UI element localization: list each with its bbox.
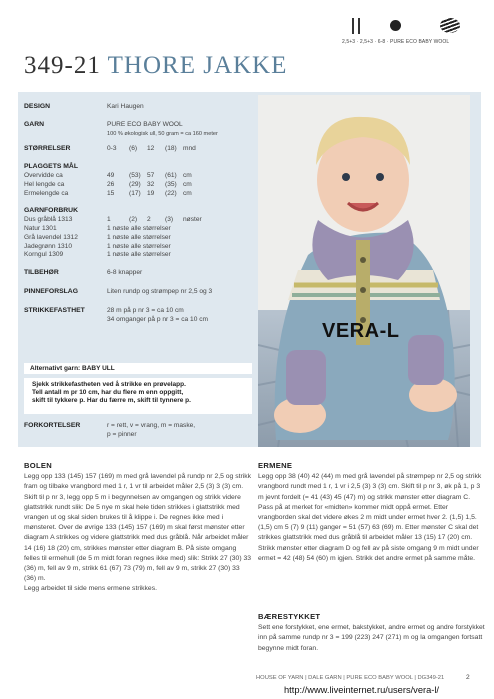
garn-label: GARN bbox=[24, 120, 45, 128]
measure-cell: cm bbox=[183, 171, 192, 179]
baerestykket-paragraph: Sett ene forstykket, ene ermet, bakstykket, andre ermet og andre forstykket inn på samme rundp nr 3 = 199 (223) 247 (271) m og la omgangen fortsatt begynne midt foran. bbox=[258, 624, 485, 652]
yarn-amount: 1 nøste alle størrelser bbox=[107, 233, 171, 241]
tip-line: skift til tykkere p. Har du færre m, skift til tynnere p. bbox=[32, 397, 191, 405]
plagg-label: PLAGGETS MÅL bbox=[24, 163, 78, 171]
measure-cell: (53) bbox=[129, 171, 141, 179]
garnforbruk-label: GARNFORBRUK bbox=[24, 207, 78, 215]
tip-line: Tell antall m pr 10 cm, har du flere m enn oppgitt, bbox=[32, 389, 184, 397]
pattern-number: 349-21 bbox=[24, 52, 101, 79]
abbreviations bbox=[24, 422, 252, 439]
alternative-yarn-box: Alternativt garn: BABY ULL bbox=[24, 363, 252, 374]
measure-cell: 15 bbox=[107, 189, 115, 197]
measure-cell: (61) bbox=[165, 171, 177, 179]
yarn-cell: 2 bbox=[147, 216, 151, 224]
ermene-section bbox=[258, 461, 486, 564]
design-label: DESIGN bbox=[24, 103, 51, 110]
needles-icon bbox=[350, 18, 364, 34]
ermene-paragraph: Legg opp 38 (40) 42 (44) m med grå lavendel på strømpep nr 2,5 og strikk vrangbord rundt med 1 r, 1 vr i 2,5 (3) 3 (3) cm. Skift til p nr 3, øk på 1, p 3 m jevnt fordelt (= 41 (43) 45 (47) m) og strikk mønster etter diagram C. Pass på at merket for «midten» kommer midt oppå ermet. Etter vrangborden skal det videre økes 2 m midt under ermet hver 2. (1,5) 1,5. (1,5) cm 5 (7) 9 (11) ganger = 51 (57) 63 (69) m. Etter mønster C skal det strikkes glattstrikk med dus gråblå til arbeidet måler 13 (15) 17 (20) cm. Strikk mønster etter diagram D og fell av på siste omgang 9 m midt under ermet = 42 (48) 54 (60) m igjen. Strikk det andre ermet på samme måte. bbox=[258, 473, 482, 562]
watermark: VERA-L bbox=[322, 320, 400, 342]
abbrev-line: r = rett, v = vrang, m = maske, bbox=[107, 422, 196, 429]
abbrev-line: p = pinner bbox=[107, 430, 137, 438]
size-values bbox=[107, 145, 252, 154]
source-url[interactable]: http://www.liveinternet.ru/users/vera-l/ bbox=[284, 685, 440, 695]
page-number: 2 bbox=[466, 674, 470, 681]
baerestykket-section bbox=[258, 612, 486, 654]
tilbehor-value: 6-8 knapper bbox=[107, 269, 143, 277]
measure-cell: 19 bbox=[147, 189, 155, 197]
yarn-cell: (3) bbox=[165, 216, 174, 224]
size-cell: (18) bbox=[165, 145, 177, 153]
gauge-tip-box bbox=[24, 378, 252, 414]
strikkefasthet-line: 28 m på p nr 3 = ca 10 cm bbox=[107, 306, 184, 314]
pinneforslag-label: PINNEFORSLAG bbox=[24, 287, 79, 295]
size-cell: 0-3 bbox=[107, 145, 117, 153]
baby-photo bbox=[258, 95, 470, 447]
bolen-paragraph: Legg opp 133 (145) 157 (169) m med grå lavendel på rundp nr 2,5 og strikk fram og tilbake vrangbord med 1 r, 1 vr til arbeidet måler 2,5 (3) 3 (3) cm. bbox=[24, 473, 252, 491]
measure-name: Hel lengde ca bbox=[24, 180, 65, 188]
size-cell: 12 bbox=[147, 145, 155, 153]
tip-line: Sjekk strikkefastheten ved å strikke en prøvelapp. bbox=[32, 381, 186, 388]
measure-cell: (22) bbox=[165, 189, 177, 197]
yarn-color: Jadegrønn 1310 bbox=[24, 242, 73, 250]
footer-text: HOUSE OF YARN | DALE GARN | PURE ECO BABY WOOL | DG349-21 bbox=[256, 675, 445, 681]
measure-cell: cm bbox=[183, 189, 192, 197]
yarn-color: Korngul 1309 bbox=[24, 251, 64, 259]
yarn-cell: nøster bbox=[183, 216, 202, 224]
yarn-color: Natur 1301 bbox=[24, 224, 57, 232]
pattern-name: THORE JAKKE bbox=[107, 52, 288, 79]
storrelser-label: STØRRELSER bbox=[24, 145, 71, 153]
yarn-color: Grå lavendel 1312 bbox=[24, 233, 78, 241]
pinneforslag-value: Liten rundp og strømpep nr 2,5 og 3 bbox=[107, 287, 213, 295]
design-value: Kari Haugen bbox=[107, 103, 144, 110]
measure-cell: (35) bbox=[165, 180, 177, 188]
tilbehor-label: TILBEHØR bbox=[24, 269, 59, 277]
garn-name: PURE ECO BABY WOOL bbox=[107, 120, 183, 128]
icon-caption: 2,5+3 · 2,5+3 · 6-8 · PURE ECO BABY WOOL bbox=[342, 39, 450, 45]
button-icon bbox=[390, 20, 401, 31]
bolen-paragraph: Skift til p nr 3, legg opp 5 m i begynnelsen av omgangen og strikk videre glattstrikk rundt slik: De 5 nye m skal hele tiden strikkes i glattstrikk med vrangen ut og skal siden brukes til å klippe i. De regnes ikke med i mønsteret. Over de øvrige 133 (145) 157 (169) m skal først mønster etter diagram A strikkes og videre glattstrikk med dus gråblå. Når arbeidet måler 14 (16) 18 (20) cm, strikkes mønster etter diagram B. På siste omgang felles til ermehull (de 5 m midt foran regnes ikke med) slik: Strikk 27 (30) 33 (36) m, fell av 9 m, strikk 61 (67) 73 (79) m, fell av 9 m, strikk 27 (30) 33 (36) m. bbox=[24, 493, 252, 583]
materials-icons bbox=[342, 18, 472, 48]
yarn-cell: (2) bbox=[129, 216, 138, 224]
pattern-info bbox=[24, 103, 252, 324]
size-cell: mnd bbox=[183, 145, 196, 153]
bolen-section bbox=[24, 461, 252, 595]
yarn-cell: 1 bbox=[107, 216, 111, 224]
measure-cell: 57 bbox=[147, 171, 155, 179]
measure-cell: (17) bbox=[129, 189, 141, 197]
measure-name: Overvidde ca bbox=[24, 171, 63, 179]
measure-name: Ermelengde ca bbox=[24, 189, 69, 197]
yarn-icon bbox=[440, 18, 460, 33]
strikkefasthet-label: STRIKKEFASTHET bbox=[24, 306, 85, 314]
garn-detail: 100 % økologisk ull, 50 gram = ca 160 meter bbox=[107, 130, 218, 137]
pattern-title bbox=[24, 52, 287, 80]
yarn-color: Dus gråblå 1313 bbox=[24, 216, 73, 224]
yarn-amount: 1 nøste alle størrelser bbox=[107, 242, 171, 250]
yarn-amount: 1 nøste alle størrelser bbox=[107, 224, 171, 232]
measure-cell: 26 bbox=[107, 180, 115, 188]
measure-cell: 49 bbox=[107, 171, 115, 179]
size-cell: (6) bbox=[129, 145, 138, 153]
yarn-amount: 1 nøste alle størrelser bbox=[107, 251, 171, 259]
ermene-heading: ERMENE bbox=[258, 461, 293, 470]
baerestykket-heading: BÆRESTYKKET bbox=[258, 612, 321, 621]
strikkefasthet-line: 34 omganger på p nr 3 = ca 10 cm bbox=[107, 315, 208, 323]
measure-cell: (29) bbox=[129, 180, 141, 188]
measure-cell: 32 bbox=[147, 180, 155, 188]
measure-cell: cm bbox=[183, 180, 192, 188]
bolen-paragraph: Legg arbeidet til side mens ermene strikkes. bbox=[24, 585, 157, 593]
forkortelser-label: FORKORTELSER bbox=[24, 422, 81, 429]
bolen-heading: BOLEN bbox=[24, 461, 53, 470]
